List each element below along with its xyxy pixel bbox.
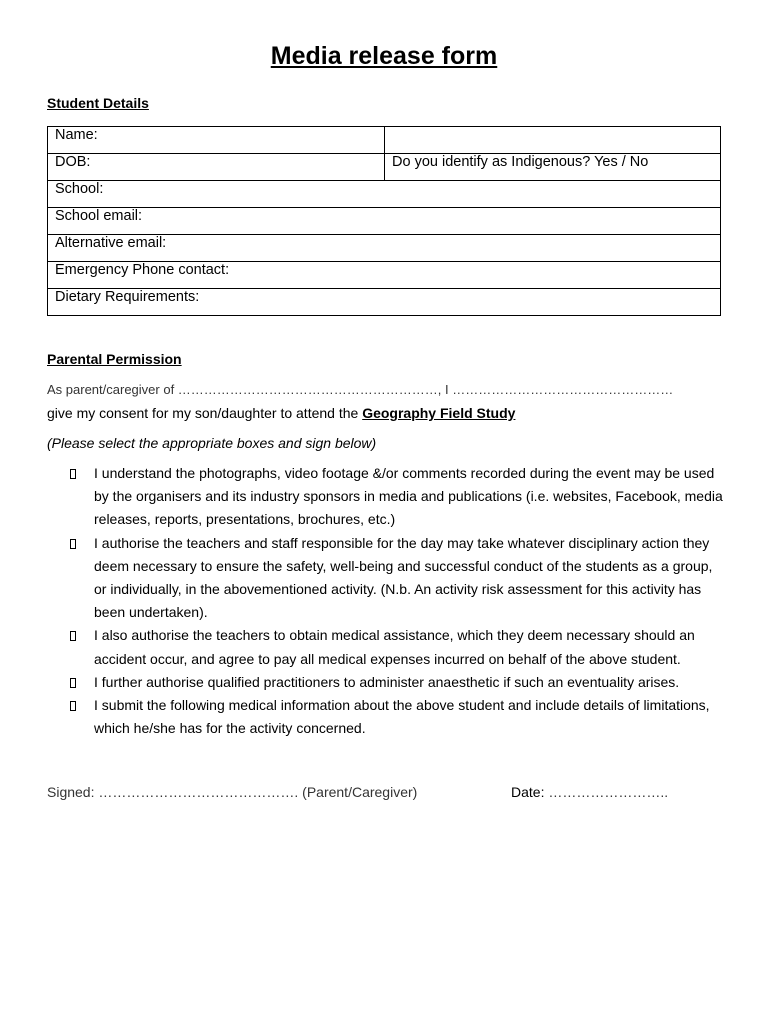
list-item (47, 624, 727, 670)
consent-text: give my consent for my son/daughter to attend the (47, 405, 363, 421)
list-item (47, 671, 727, 694)
permission-text: I further authorise qualified practitioners to administer anaesthetic if such an eventuality arises. (94, 673, 680, 690)
dietary-requirements-field[interactable]: Dietary Requirements: (48, 289, 721, 316)
event-name: Geography Field Study (362, 405, 516, 421)
indigenous-field[interactable]: Do you identify as Indigenous? Yes / No (385, 154, 721, 181)
list-item (47, 532, 727, 625)
alternative-email-field[interactable]: Alternative email: (48, 235, 721, 262)
table-row (48, 235, 721, 262)
school-email-field[interactable]: School email: (48, 208, 721, 235)
date-line (511, 784, 668, 800)
table-row (48, 127, 721, 154)
signer-role: (Parent/Caregiver) (298, 784, 418, 800)
permission-checkbox[interactable] (70, 539, 76, 549)
table-row (48, 181, 721, 208)
permission-checkbox[interactable] (70, 701, 76, 711)
date-label: Date: (511, 784, 549, 800)
instruction-text: (Please select the appropriate boxes and sign below) (47, 435, 377, 451)
table-row (48, 154, 721, 181)
parental-permission-heading: Parental Permission (47, 351, 182, 367)
signed-label: Signed: (47, 784, 99, 800)
consent-separator: , I (437, 382, 453, 397)
name-extra-field[interactable] (385, 127, 721, 154)
date-field[interactable]: …………………….. (548, 784, 669, 800)
school-field[interactable]: School: (48, 181, 721, 208)
permission-text: I also authorise the teachers to obtain medical assistance, which they deem necessary should an accident occur, and agree to pay all medical expenses incurred on behalf of the above student. (94, 627, 695, 667)
consent-line-1 (47, 382, 673, 397)
permission-text: I submit the following medical information about the above student and include details of limitations, which he/she has for the activity concerned. (94, 697, 710, 737)
permission-text: I authorise the teachers and staff responsible for the day may take whatever disciplinary action they deem necessary to ensure the safety, well-being and successful conduct of the students as a group, or individually, in the abovementioned activity. (N.b. An activity risk assessment for this activity has been undertaken). (94, 534, 713, 621)
permission-checkbox[interactable] (70, 469, 76, 479)
student-details-heading: Student Details (47, 95, 149, 111)
consent-prefix: As parent/caregiver of (47, 382, 178, 397)
permission-text: I understand the photographs, video footage &/or comments recorded during the event may be used by the organisers and its industry sponsors in media and publications (i.e. websites, Facebook, media releases, reports, presentations, brochures, etc.) (94, 465, 723, 528)
page-title: Media release form (270, 42, 498, 70)
consent-line-2 (47, 405, 515, 421)
name-field[interactable]: Name: (48, 127, 385, 154)
parent-name-field[interactable]: …………………………………………… (452, 382, 674, 397)
child-name-field[interactable]: …………………………………………………… (177, 382, 438, 397)
permission-list (47, 462, 727, 740)
table-row (48, 208, 721, 235)
table-row (48, 262, 721, 289)
student-details-table (47, 126, 721, 316)
permission-checkbox[interactable] (70, 678, 76, 688)
list-item (47, 694, 727, 740)
table-row (48, 289, 721, 316)
dob-field[interactable]: DOB: (48, 154, 385, 181)
permission-checkbox[interactable] (70, 631, 76, 641)
list-item (47, 462, 727, 532)
emergency-phone-field[interactable]: Emergency Phone contact: (48, 262, 721, 289)
signature-field[interactable]: ……………………………………. (98, 784, 299, 800)
signature-line (47, 784, 417, 800)
